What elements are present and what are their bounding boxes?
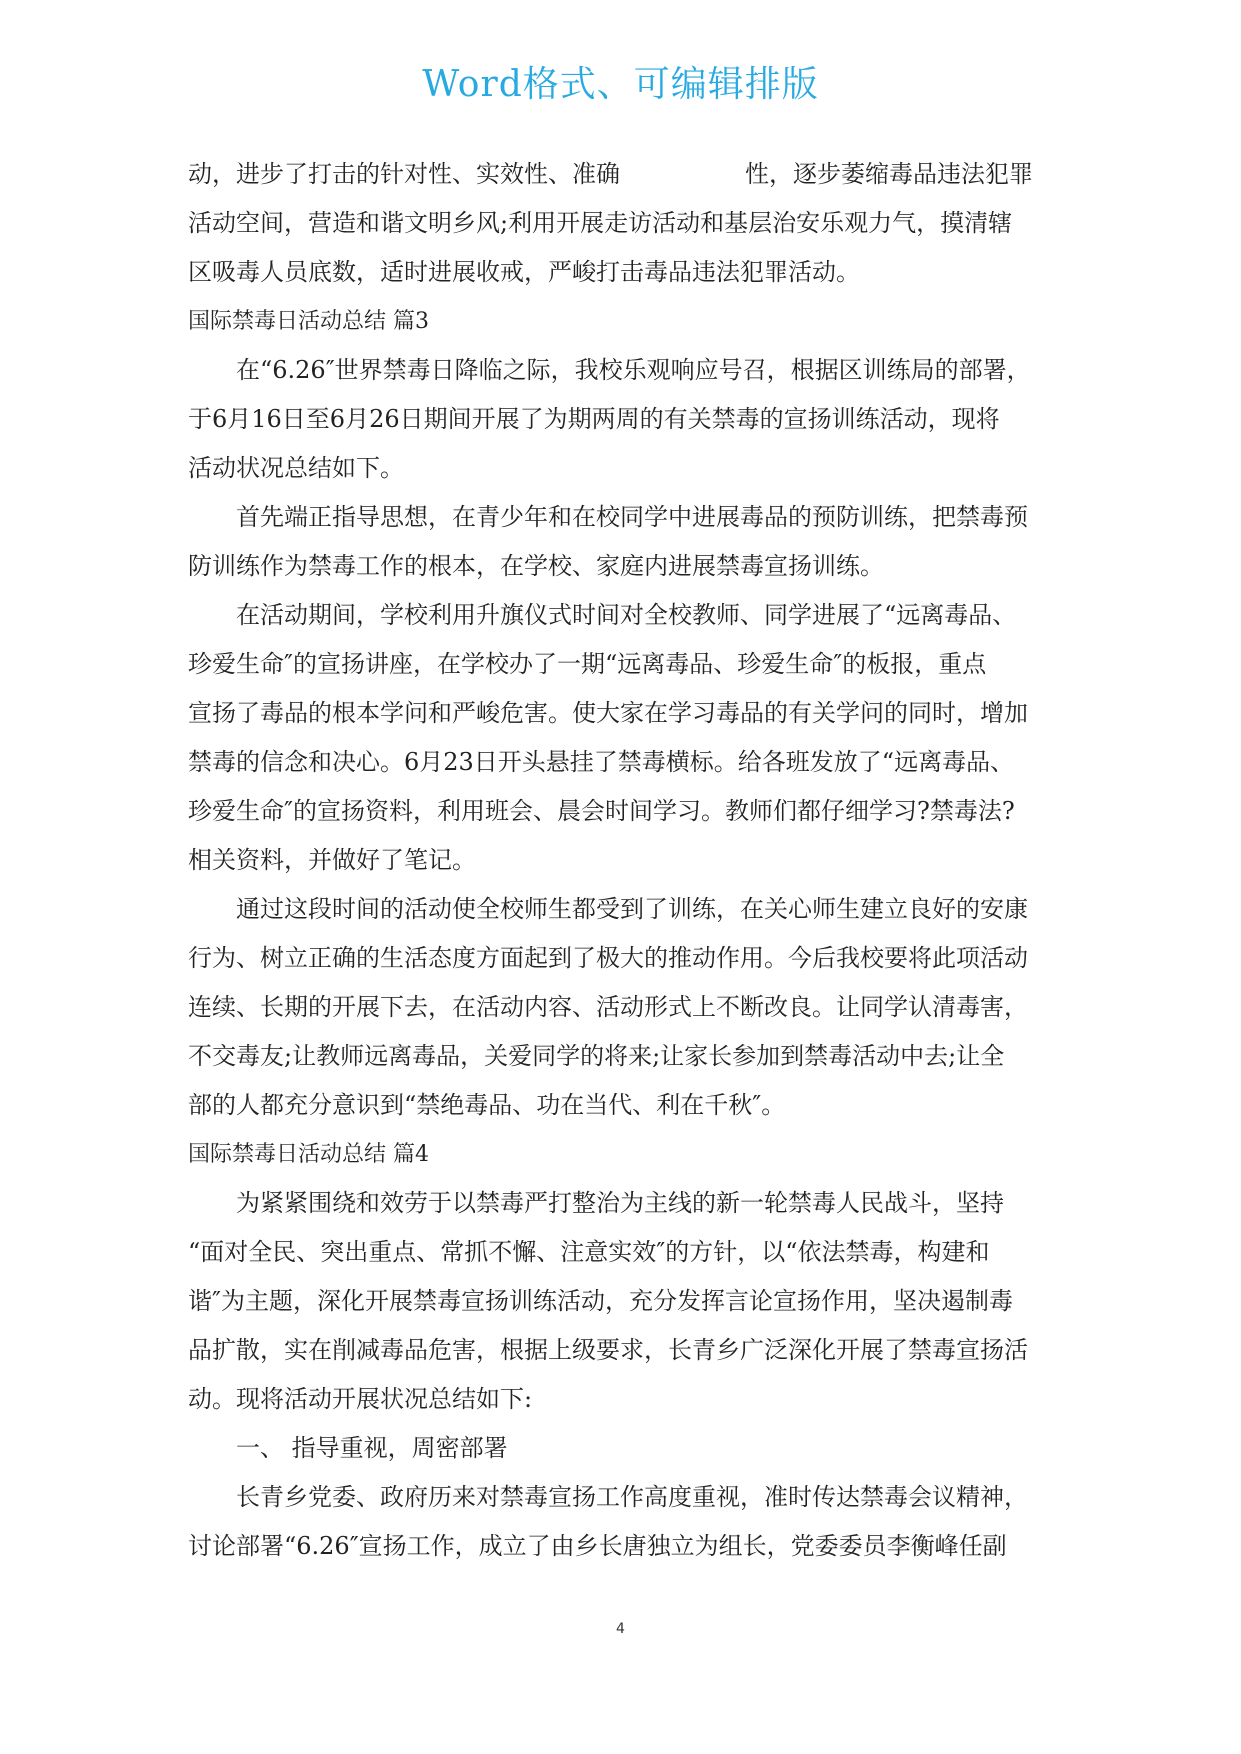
- paragraph-line: 部的人都充分意识到“禁绝毒品、功在当代、利在千秋″。: [188, 1091, 786, 1119]
- paragraph-line: 活动状况总结如下。: [188, 454, 404, 482]
- paragraph-line: 讨论部署“6.26″宣扬工作，成立了由乡长唐独立为组长，党委委员李衡峰任副: [188, 1532, 1007, 1560]
- paragraph-line: 长青乡党委、政府历来对禁毒宣扬工作高度重视，准时传达禁毒会议精神，: [236, 1483, 1028, 1511]
- paragraph-line: 品扩散，实在削减毒品危害，根据上级要求，长青乡广泛深化开展了禁毒宣扬活: [188, 1336, 1028, 1364]
- subsection-heading: 一、 指导重视，周密部署: [236, 1434, 508, 1462]
- paragraph-line: 在“6.26″世界禁毒日降临之际，我校乐观响应号召，根据区训练局的部署，: [236, 356, 1031, 384]
- page-number: 4: [616, 1621, 625, 1637]
- section-heading: 国际禁毒日活动总结 篇4: [188, 1142, 429, 1167]
- paragraph-line: 禁毒的信念和决心。6月23日开头悬挂了禁毒横标。给各班发放了“远离毒品、: [188, 748, 1015, 776]
- text-segment: 性，逐步萎缩毒品违法犯罪: [745, 160, 1033, 188]
- paragraph-line: 不交毒友;让教师远离毒品，关爱同学的将来;让家长参加到禁毒活动中去;让全: [188, 1042, 1005, 1070]
- paragraph-line: 珍爱生命″的宣扬资料，利用班会、晨会时间学习。教师们都仔细学习?禁毒法?: [188, 797, 1015, 825]
- paragraph-line: 动。现将活动开展状况总结如下:: [188, 1385, 533, 1413]
- paragraph-line: 在活动期间，学校利用升旗仪式时间对全校教师、同学进展了“远离毒品、: [236, 601, 1017, 629]
- paragraph-line: “面对全民、突出重点、常抓不懈、注意实效″的方针，以“依法禁毒，构建和: [188, 1238, 990, 1266]
- paragraph-line: 连续、长期的开展下去，在活动内容、活动形式上不断改良。让同学认清毒害，: [188, 993, 1028, 1021]
- paragraph-line: 通过这段时间的活动使全校师生都受到了训练，在关心师生建立良好的安康: [236, 895, 1028, 923]
- paragraph-line: 宣扬了毒品的根本学问和严峻危害。使大家在学习毒品的有关学问的同时，增加: [188, 699, 1028, 727]
- paragraph-line: [188, 150, 1053, 199]
- paragraph-line: 为紧紧围绕和效劳于以禁毒严打整治为主线的新一轮禁毒人民战斗，坚持: [236, 1189, 1004, 1217]
- text-segment: 动，进步了打击的针对性、实效性、准确: [188, 160, 620, 188]
- paragraph-line: 行为、树立正确的生活态度方面起到了极大的推动作用。今后我校要将此项活动: [188, 944, 1028, 972]
- document-body: [188, 150, 1053, 1571]
- paragraph-line: 防训练作为禁毒工作的根本，在学校、家庭内进展禁毒宣扬训练。: [188, 552, 884, 580]
- paragraph-line: 珍爱生命″的宣扬讲座，在学校办了一期“远离毒品、珍爱生命″的板报，重点: [188, 650, 987, 678]
- paragraph-line: 于6月16日至6月26日期间开展了为期两周的有关禁毒的宣扬训练活动，现将: [188, 405, 1000, 433]
- page-header-title: Word格式、可编辑排版: [422, 64, 819, 105]
- paragraph-line: 谐″为主题，深化开展禁毒宣扬训练活动，充分发挥言论宣扬作用，坚决遏制毒: [188, 1287, 1013, 1315]
- paragraph-line: 相关资料，并做好了笔记。: [188, 846, 476, 874]
- paragraph-line: 区吸毒人员底数，适时进展收戒，严峻打击毒品违法犯罪活动。: [188, 258, 860, 286]
- paragraph-line: 活动空间，营造和谐文明乡风;利用开展走访活动和基层治安乐观力气，摸清辖: [188, 209, 1013, 237]
- section-heading: 国际禁毒日活动总结 篇3: [188, 309, 429, 334]
- paragraph-line: 首先端正指导思想，在青少年和在校同学中进展毒品的预防训练，把禁毒预: [236, 503, 1028, 531]
